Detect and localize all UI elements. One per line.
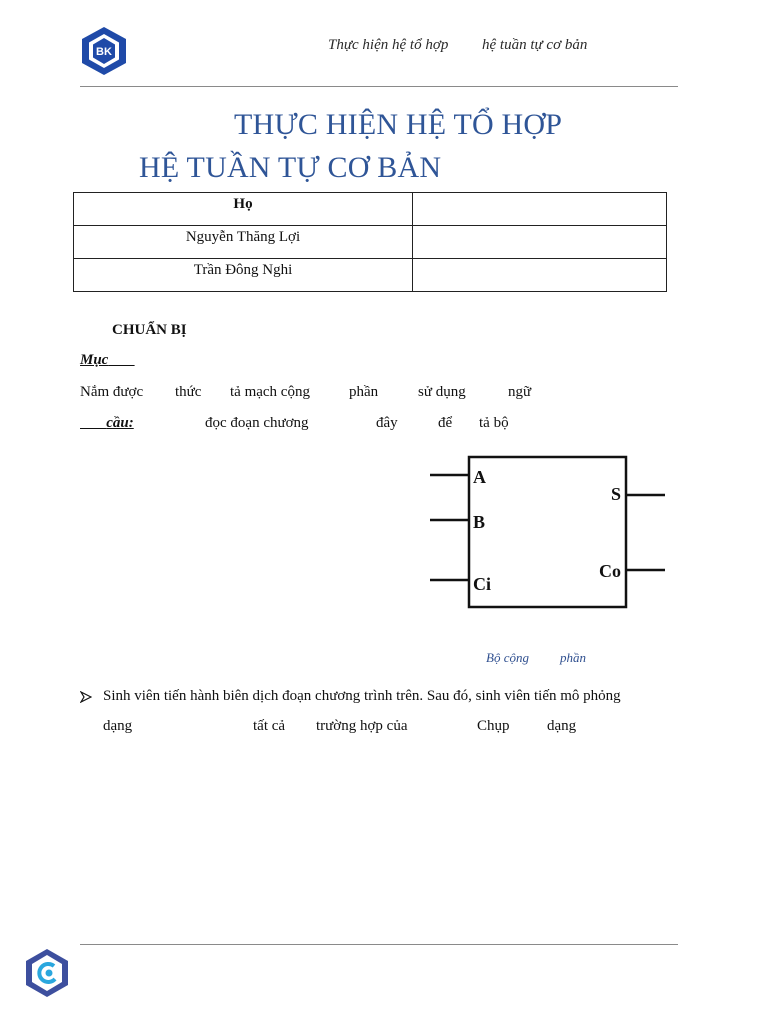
- text-fragment: sử dụng: [418, 384, 466, 400]
- table-header-row: [74, 193, 667, 226]
- table-header-cell: Họ: [74, 193, 413, 226]
- header-left-text: Thực hiện hệ tổ hợp: [328, 37, 449, 53]
- table-row: [74, 226, 667, 259]
- header-divider: [80, 86, 678, 87]
- bk-logo-icon: [80, 25, 128, 77]
- cau-label: [80, 415, 134, 432]
- text-fragment: Nắm được: [80, 384, 144, 400]
- section-heading: CHUẨN BỊ: [112, 322, 187, 338]
- text-fragment: phần: [349, 384, 379, 400]
- text-fragment: tả bộ: [479, 415, 509, 431]
- footer-divider: [80, 944, 678, 945]
- table-cell: [413, 193, 667, 226]
- cau-label-text: cầu:: [106, 415, 134, 431]
- footer-logo-icon: [24, 947, 70, 999]
- page-title-line1: THỰC HIỆN HỆ TỔ HỢP: [234, 108, 563, 141]
- full-adder-diagram: [425, 450, 670, 615]
- page-title-line2: HỆ TUẦN TỰ CƠ BẢN: [139, 151, 442, 184]
- table-cell-name: Trần Đông Nghi: [74, 259, 413, 292]
- output-label-s: S: [610, 484, 621, 504]
- figure-caption-part1: Bộ cộng: [486, 650, 529, 665]
- muc-label-text: Mục: [80, 352, 109, 368]
- muc-label: [80, 352, 135, 369]
- adder-block: [469, 457, 626, 607]
- figure-caption-part2: phần: [560, 650, 586, 665]
- text-fragment: đây: [376, 415, 398, 431]
- input-label-b: B: [473, 512, 486, 532]
- text-fragment: tả mạch cộng: [230, 384, 310, 400]
- text-fragment: dạng: [103, 718, 133, 734]
- text-fragment: thức: [175, 384, 202, 400]
- table-cell-name: Nguyễn Thăng Lợi: [74, 226, 413, 259]
- table-row: [74, 259, 667, 292]
- table-cell: [413, 259, 667, 292]
- table-cell: [413, 226, 667, 259]
- output-label-co: Co: [599, 561, 621, 581]
- text-fragment: dạng: [547, 718, 577, 734]
- input-label-ci: Ci: [473, 574, 491, 594]
- bullet-line1: Sinh viên tiến hành biên dịch đoạn chương trình trên. Sau đó, sinh viên tiến mô phỏng: [103, 688, 621, 704]
- text-fragment: để: [438, 415, 453, 431]
- input-label-a: A: [473, 467, 486, 487]
- text-fragment: Chụp: [477, 718, 510, 734]
- text-fragment: trường hợp của: [316, 718, 408, 734]
- text-fragment: ngữ: [508, 384, 532, 400]
- header-right-text: hệ tuần tự cơ bản: [482, 37, 588, 53]
- arrow-bullet-icon: [80, 691, 92, 703]
- text-fragment: đọc đoạn chương: [205, 415, 309, 431]
- text-fragment: tất cả: [253, 718, 286, 734]
- student-table: [73, 192, 667, 292]
- svg-text:BK: BK: [96, 46, 112, 58]
